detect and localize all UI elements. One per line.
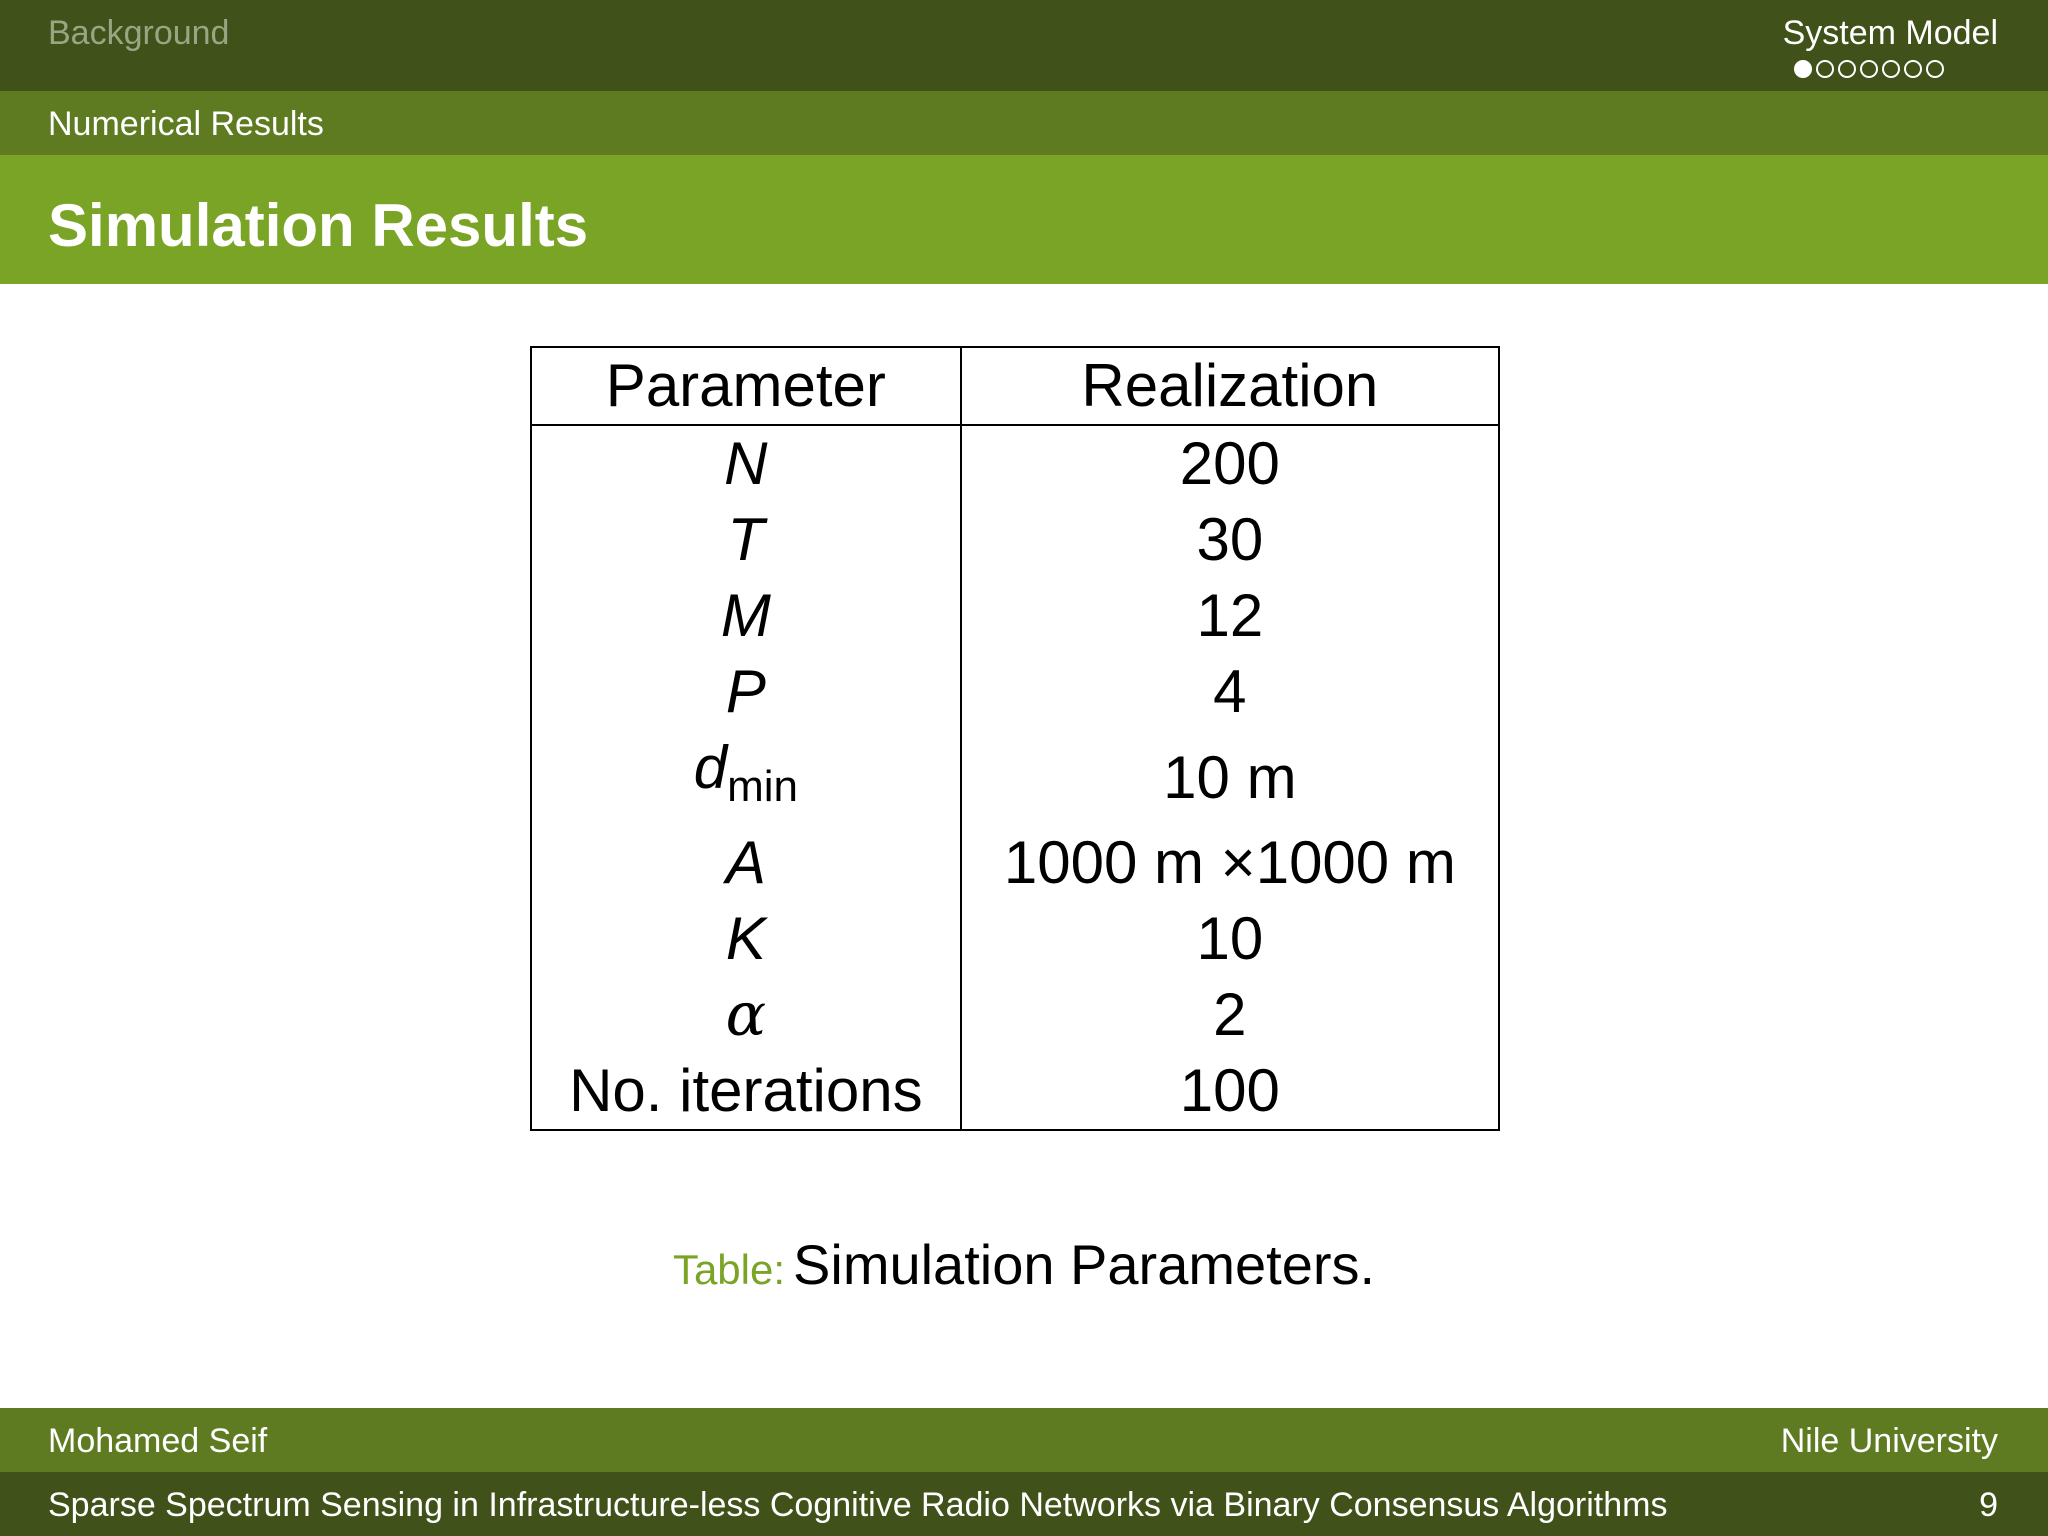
- realization-cell: 10: [1196, 905, 1264, 972]
- realization-cell: 100: [1179, 1057, 1280, 1124]
- slide-title: Simulation Results: [48, 192, 589, 259]
- footer-institution: Nile University: [1780, 1422, 1998, 1460]
- table-row: [531, 425, 1499, 502]
- table-row: [531, 1053, 1499, 1130]
- footer-talk-title: Sparse Spectrum Sensing in Infrastructure-less Cognitive Radio Networks via Binary Consensus Algorithms: [48, 1486, 1668, 1524]
- header-bar: [0, 0, 2048, 91]
- parameter-cell: N: [531, 425, 961, 502]
- table-row: [531, 578, 1499, 654]
- frame-dot-7[interactable]: [1926, 60, 1944, 78]
- parameter-cell: α: [531, 977, 961, 1053]
- subsection-label: Numerical Results: [48, 105, 324, 143]
- table-row: [531, 502, 1499, 578]
- title-bar: [0, 155, 2048, 284]
- parameter-cell: T: [531, 502, 961, 578]
- column-header-realization: Realization: [961, 347, 1499, 425]
- table-header-row: [531, 347, 1499, 425]
- realization-cell: 200: [1179, 430, 1280, 497]
- frame-dot-1[interactable]: [1794, 60, 1812, 78]
- frame-dot-3[interactable]: [1838, 60, 1856, 78]
- parameter-cell: M: [531, 578, 961, 654]
- realization-cell: 10 m: [1163, 743, 1297, 811]
- realization-cell: 1000 m ×1000 m: [1003, 829, 1456, 896]
- realization-cell: 12: [1196, 582, 1264, 649]
- column-header-parameter: Parameter: [531, 347, 961, 425]
- realization-cell: 30: [1196, 506, 1264, 573]
- frame-navigation-dots: [1794, 60, 1944, 78]
- nav-section-background[interactable]: Background: [48, 14, 230, 52]
- frame-dot-2[interactable]: [1816, 60, 1834, 78]
- realization-cell: 4: [1213, 658, 1247, 725]
- parameter-cell: K: [531, 901, 961, 977]
- parameter-cell: [531, 730, 961, 825]
- nav-section-system-model[interactable]: System Model: [1782, 14, 1998, 52]
- table-row: [531, 901, 1499, 977]
- footer-author-bar: [0, 1408, 2048, 1472]
- footer-title-bar: [0, 1472, 2048, 1536]
- realization-cell: 2: [1213, 981, 1247, 1048]
- frame-dot-5[interactable]: [1882, 60, 1900, 78]
- table-row: [531, 977, 1499, 1053]
- caption-label: Table:: [672, 1246, 786, 1293]
- parameter-cell: A: [531, 825, 961, 901]
- frame-dot-6[interactable]: [1904, 60, 1922, 78]
- parameter-cell: No. iterations: [531, 1053, 961, 1130]
- table-caption: [0, 1232, 2048, 1297]
- parameter-symbol: d: [693, 734, 728, 801]
- table-row: [531, 730, 1499, 825]
- table-row: [531, 825, 1499, 901]
- table-row: [531, 654, 1499, 730]
- footer-author: Mohamed Seif: [48, 1422, 268, 1460]
- caption-text: Simulation Parameters.: [793, 1233, 1376, 1296]
- footer-page-number: 9: [1979, 1486, 1998, 1524]
- parameter-cell: P: [531, 654, 961, 730]
- parameter-subscript: min: [727, 762, 798, 811]
- frame-dot-4[interactable]: [1860, 60, 1878, 78]
- subsection-bar: [0, 91, 2048, 155]
- simulation-parameters-table: [530, 346, 1500, 1131]
